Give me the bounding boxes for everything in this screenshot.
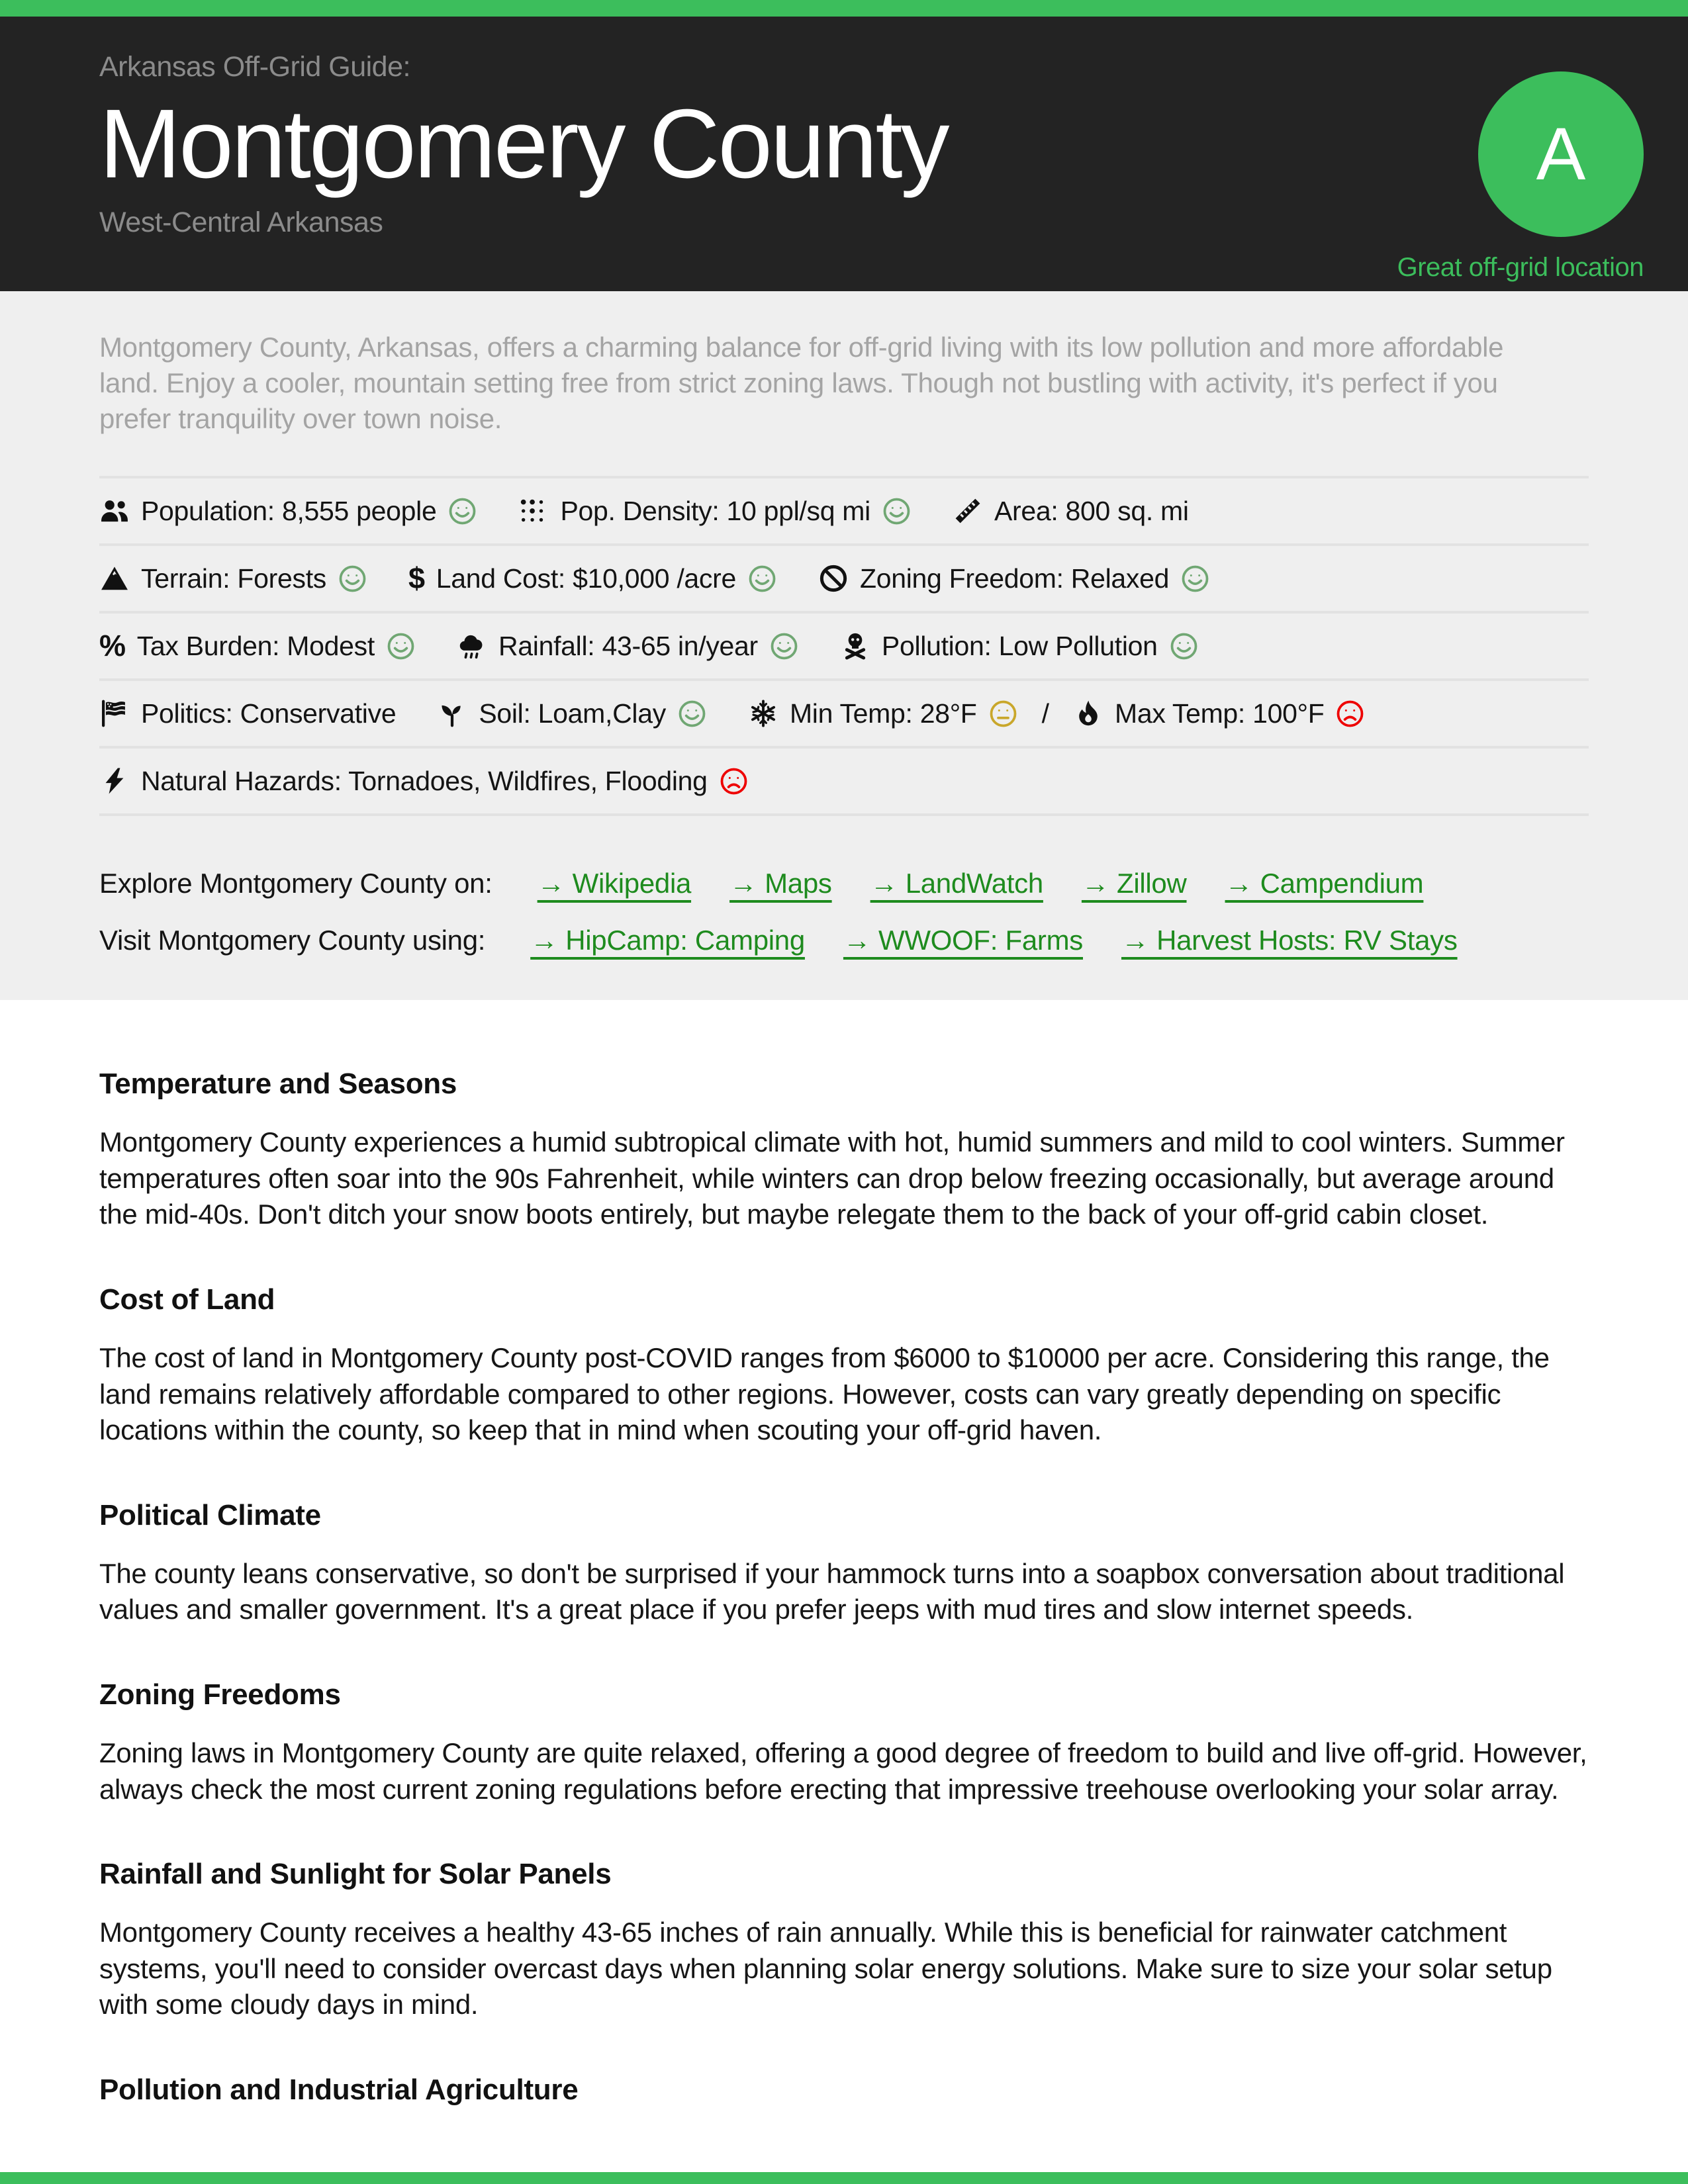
- article-body: [0, 1000, 1688, 2107]
- stat-row: [99, 611, 1589, 678]
- section-heading-pollution-and-industrial-agriculture: Pollution and Industrial Agriculture: [99, 2073, 579, 2106]
- section-heading-political-climate: Political Climate: [99, 1498, 321, 1531]
- header: [0, 17, 1688, 291]
- visit-links-label: Visit Montgomery County using:: [99, 925, 486, 956]
- good-face-icon: [677, 699, 707, 729]
- stat-pop-density-label: Pop. Density: 10 ppl/sq mi: [560, 495, 870, 526]
- link-harvest-hosts[interactable]: → Harvest Hosts: RV Stays: [1121, 925, 1458, 956]
- section-paragraph-cost-of-land: The cost of land in Montgomery County post-COVID ranges from $6000 to $10000 per acre. Considering this range, the land remains relatively affordable compared to other regions. However, costs can vary greatly depending on specific locations within the county, so keep that in mind when scouting your off-grid haven.: [99, 1342, 1550, 1446]
- stat-politics: [99, 698, 396, 729]
- stat-rainfall: [457, 631, 799, 662]
- intro-paragraph: Montgomery County, Arkansas, offers a charming balance for off-grid living with its low pollution and more affordable land. Enjoy a cooler, mountain setting free from strict zoning laws. Though not bustling with activity, it's perfect if you prefer tranquility over town noise.: [99, 332, 1504, 434]
- stat-natural-hazards-label: Natural Hazards: Tornadoes, Wildfires, Flooding: [141, 765, 708, 796]
- fire-icon: [1073, 698, 1103, 729]
- section-pollution-and-industrial-agriculture: [99, 2073, 1589, 2107]
- bad-face-icon: [719, 766, 749, 796]
- stat-terrain: [99, 563, 367, 594]
- good-face-icon: [747, 564, 777, 594]
- stat-tax-burden-label: Tax Burden: Modest: [136, 630, 375, 661]
- flag-usa-icon: [99, 698, 130, 729]
- section-heading-zoning-freedoms: Zoning Freedoms: [99, 1678, 341, 1711]
- ruler-icon: [953, 496, 983, 526]
- grade-letter: A: [1536, 113, 1586, 195]
- stat-max-temp: [1073, 698, 1366, 729]
- stat-min-temp: [748, 698, 1018, 729]
- visit-links-row: [99, 925, 1589, 956]
- section-cost-of-land: [99, 1283, 1589, 1449]
- good-face-icon: [386, 631, 416, 661]
- grade-badge: [1478, 71, 1644, 237]
- section-rainfall-and-sunlight-for-solar-panels: [99, 1858, 1589, 2023]
- link-wikipedia[interactable]: → Wikipedia: [537, 868, 692, 899]
- rain-cloud-icon: [457, 631, 487, 661]
- good-face-icon: [447, 496, 477, 526]
- stat-population: [99, 496, 477, 527]
- stat-row: [99, 543, 1589, 611]
- seedling-icon: [437, 698, 467, 729]
- link-hipcamp[interactable]: → HipCamp: Camping: [530, 925, 805, 956]
- guide-eyebrow: Arkansas Off-Grid Guide:: [99, 51, 410, 83]
- stat-max-temp-label: Max Temp: 100°F: [1114, 698, 1325, 729]
- dollar-icon: $: [408, 561, 425, 596]
- stat-pollution-label: Pollution: Low Pollution: [881, 630, 1158, 661]
- stat-politics-label: Politics: Conservative: [141, 698, 397, 729]
- stat-land-cost: [408, 563, 777, 594]
- stat-area-label: Area: 800 sq. mi: [994, 495, 1189, 526]
- stat-rainfall-label: Rainfall: 43-65 in/year: [498, 630, 758, 661]
- section-paragraph-temperature-and-seasons: Montgomery County experiences a humid subtropical climate with hot, humid summers and mild to cool winters. Summer temperatures often soar into the 90s Fahrenheit, while winters can drop below freezing occasionally, but average around the mid-40s. Don't ditch your snow boots entirely, but maybe relegate them to the back of your off-grid cabin closet.: [99, 1126, 1565, 1230]
- section-paragraph-zoning-freedoms: Zoning laws in Montgomery County are quite relaxed, offering a good degree of freedom to build and live off-grid. However, always check the most current zoning regulations before erecting that impressive treehouse overlooking your solar array.: [99, 1737, 1587, 1805]
- explore-links-row: [99, 868, 1589, 899]
- stat-pollution: [840, 631, 1199, 662]
- stat-tax-burden: [99, 631, 416, 662]
- section-paragraph-political-climate: The county leans conservative, so don't be surprised if your hammock turns into a soapbox conversation about traditional values and smaller government. It's a great place if you prefer jeeps with mud tires and slow internet speeds.: [99, 1557, 1565, 1625]
- good-face-icon: [338, 564, 367, 594]
- section-heading-rainfall-and-sunlight-for-solar-panels: Rainfall and Sunlight for Solar Panels: [99, 1858, 612, 1891]
- link-zillow[interactable]: → Zillow: [1081, 868, 1187, 899]
- explore-links: [538, 868, 1424, 899]
- good-face-icon: [769, 631, 799, 661]
- section-heading-temperature-and-seasons: Temperature and Seasons: [99, 1068, 457, 1101]
- users-icon: [99, 496, 130, 526]
- summary-panel: [0, 291, 1688, 1000]
- stat-pop-density: [518, 496, 912, 527]
- stat-min-temp-label: Min Temp: 28°F: [789, 698, 977, 729]
- mountain-icon: [99, 563, 130, 594]
- stats-table: [99, 476, 1589, 816]
- explore-links-label: Explore Montgomery County on:: [99, 868, 492, 899]
- stat-land-cost-label: Land Cost: $10,000 /acre: [436, 563, 736, 594]
- link-wwoof[interactable]: → WWOOF: Farms: [843, 925, 1083, 956]
- stat-row: [99, 476, 1589, 543]
- section-zoning-freedoms: [99, 1678, 1589, 1807]
- links-block: [99, 868, 1589, 956]
- grade-block: [1397, 71, 1644, 282]
- section-heading-cost-of-land: Cost of Land: [99, 1283, 275, 1316]
- grade-tagline: Great off-grid location: [1397, 253, 1644, 282]
- stat-terrain-label: Terrain: Forests: [141, 563, 326, 594]
- neutral-face-icon: [988, 699, 1018, 729]
- section-temperature-and-seasons: [99, 1068, 1589, 1233]
- stat-natural-hazards: [99, 766, 749, 797]
- stat-soil: [437, 698, 707, 729]
- density-grid-icon: [518, 496, 549, 526]
- link-landwatch[interactable]: → LandWatch: [870, 868, 1043, 899]
- good-face-icon: [1180, 564, 1210, 594]
- good-face-icon: [882, 496, 912, 526]
- stat-row: [99, 746, 1589, 813]
- link-maps[interactable]: → Maps: [729, 868, 832, 899]
- stat-population-label: Population: 8,555 people: [141, 495, 437, 526]
- bottom-accent-bar: [0, 2172, 1688, 2184]
- stat-zoning-freedom-label: Zoning Freedom: Relaxed: [859, 563, 1170, 594]
- stat-separator: /: [1041, 698, 1049, 729]
- bolt-icon: [99, 766, 130, 796]
- stat-zoning-freedom: [818, 563, 1210, 594]
- bad-face-icon: [1335, 699, 1365, 729]
- good-face-icon: [1169, 631, 1199, 661]
- section-political-climate: [99, 1499, 1589, 1628]
- page-title: Montgomery County: [99, 89, 948, 199]
- stat-soil-label: Soil: Loam,Clay: [479, 698, 666, 729]
- top-accent-bar: [0, 0, 1688, 17]
- percent-icon: %: [99, 629, 126, 663]
- stat-area: [953, 496, 1189, 527]
- stat-row: [99, 678, 1589, 746]
- section-paragraph-rainfall-and-sunlight-for-solar-panels: Montgomery County receives a healthy 43-65 inches of rain annually. While this is beneficial for rainwater catchment systems, you'll need to consider overcast days when planning solar energy solutions. Make sure to size your solar setup with some cloudy days in mind.: [99, 1917, 1552, 2021]
- link-campendium[interactable]: → Campendium: [1225, 868, 1424, 899]
- visit-links: [530, 925, 1457, 956]
- snowflake-icon: [748, 698, 778, 729]
- skull-crossbones-icon: [840, 631, 870, 661]
- ban-icon: [818, 563, 849, 594]
- region-subtitle: West-Central Arkansas: [99, 206, 383, 238]
